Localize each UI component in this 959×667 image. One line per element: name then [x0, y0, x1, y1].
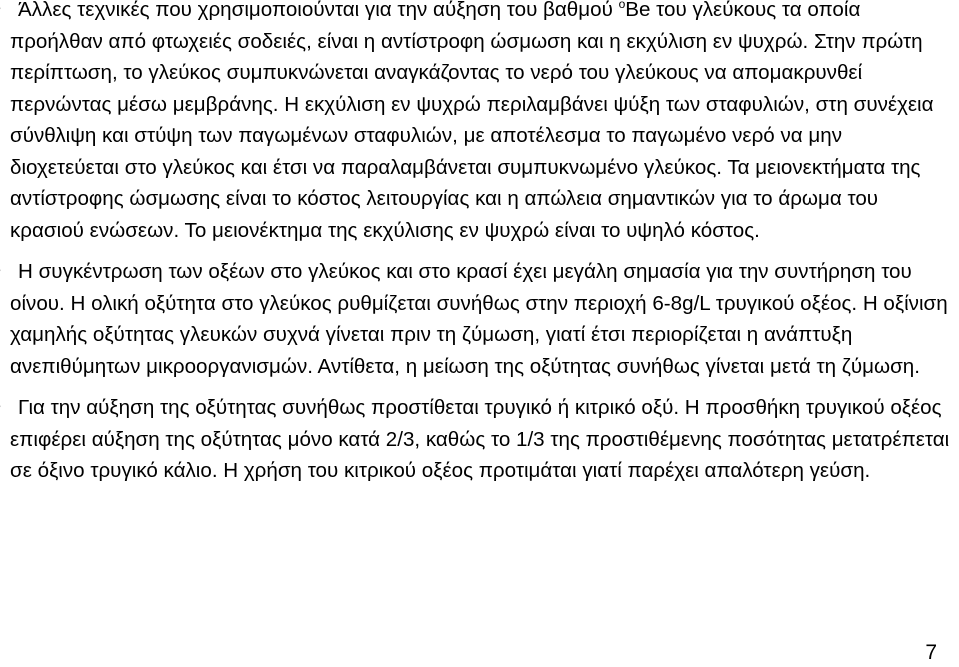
- page-number: 7: [925, 641, 937, 664]
- degree-superscript: ο: [618, 0, 626, 11]
- paragraph-1-text-rest: Be του γλεύκους τα οποία προήλθαν από φτωχειές σοδειές, είναι η αντίστροφη ώσμωση και η εκχύλιση εν ψυχρώ. Στην πρώτη περίπτωση, το γλεύκος συμπυκνώνεται αναγκάζοντας το νερό του γλεύκους να απομακρυνθεί περνώντας μέσω μεμβράνης. Η εκχύλιση εν ψυχρώ περιλαμβάνει ψύξη των σταφυλιών, στη συνέχεια σύνθλιψη και στύψη των παγωμένων σταφυλιών, με αποτέλεσμα το παγωμένο νερό να μην διοχετεύεται στο γλεύκος και έτσι να παραλαμβάνεται συμπυκνωμένο γλεύκος. Τα μειονεκτήματα της αντίστροφης ώσμωσης είναι το κόστος λειτουργίας και η απώλεια σημαντικών για το άρωμα του κρασιού ενώσεων. Το μειονέκτημα της εκχύλισης εν ψυχρώ είναι το υψηλό κόστος.: [10, 0, 934, 242]
- bullet-dot-icon: [0, 392, 1, 424]
- paragraph-1-text-start: Άλλες τεχνικές που χρησιμοποιούνται για την αύξηση του βαθμού: [18, 0, 619, 21]
- paragraph-3: [0, 392, 956, 487]
- paragraph-3-text: Για την αύξηση της οξύτητας συνήθως προστίθεται τρυγικό ή κιτρικό οξύ. Η προσθήκη τρυγικού οξέος επιφέρει αύξηση της οξύτητας μόνο κατά 2/3, καθώς το 1/3 της προστιθέμενης ποσότητας μετατρέπεται σε όξινο τρυγικό κάλιο. Η χρήση του κιτρικού οξέος προτιμάται γιατί παρέχει απαλότερη γεύση.: [10, 396, 950, 482]
- bullet-item-3: [0, 392, 956, 487]
- bullet-item-2: [0, 256, 956, 382]
- paragraph-2-text: Η συγκέντρωση των οξέων στο γλεύκος και στο κρασί έχει μεγάλη σημασία για την συντήρηση του οίνου. Η ολική οξύτητα στο γλεύκος ρυθμίζεται συνήθως στην περιοχή 6-8g/L τρυγικού οξέος. Η οξίνιση χαμηλής οξύτητας γλευκών συχνά γίνεται πριν τη ζύμωση, γιατί έτσι περιορίζεται η ανάπτυξη ανεπιθύμητων μικροοργανισμών. Αντίθετα, η μείωση της οξύτητας συνήθως γίνεται μετά τη ζύμωση.: [10, 260, 948, 378]
- paragraph-1: [0, 0, 956, 246]
- bullet-item-1: [0, 0, 956, 246]
- bullet-dot-icon: [0, 256, 1, 288]
- paragraph-2: [0, 256, 956, 382]
- bullet-dot-icon: [0, 0, 1, 26]
